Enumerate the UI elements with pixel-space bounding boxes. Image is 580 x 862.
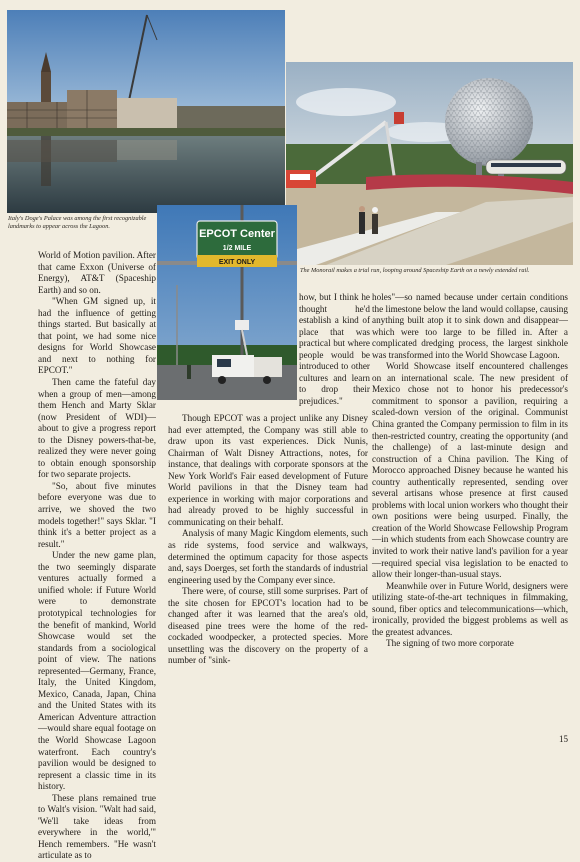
photo-monorail-spaceship-earth xyxy=(286,62,573,265)
col2-paragraph: Though EPCOT was a project unlike any Disney had ever attempted, the Company was still able to draw upon its vast experiences. Dick Nunis, Chairman of Walt Disney Attractions, notes, for instance, that dealings with corporate sponsors at the New York World's Fair eased development of Future World pavilions in that the Disney team had experience in working with major corporations and had already proved to be highly successful in communicating on their behalf. xyxy=(168,413,368,527)
col3-paragraph: World Showcase itself encountered challenges on an international scale. The new president of Mexico chose not to honor his predecessor's commitment to sponsor a pavilion, requiring a scaled-down version of the original. Communist China granted the Company permission to film in its then-restricted country, creating the opportunity (and the challenge) of a last-minute design and construction of a China pavilion. The King of Morocco approached Disney because he wanted his country authentically represented, sending over several artisans whose presence at first caused problems with local union workers who thought their own positions were being usurped. Finally, the creation of the World Showcase Fellowship Program—in which students from each Showcase country are invited to work their native land's pavilion for a year—required special visa legislation to be enacted to allow their longer-than-usual stays. xyxy=(372,361,568,580)
sign-line-epcot-center: EPCOT Center xyxy=(199,228,275,240)
photo-doges-palace-construction xyxy=(7,10,285,213)
col1-paragraph: Under the new game plan, the two seemingly disparate ventures actually formed a unified whole: if Future World were to demonstrate prototypical technologies for the benefit of mankind, World Showcase would set the standards from a sociological point of view. The nations represented—Germany, France, Italy, the United Kingdom, Mexico, Canada, Japan, China and the United States with its American Adventure attraction—would share equal footage on the World Showcase Lagoon waterfront. Each country's pavilion would be designed to represent a classic time in its history. xyxy=(38,550,156,792)
col1-paragraph: "When GM signed up, it had the influence of getting things started. But basically at that point, we had some nice designs for World Showcase and next to nothing for EPCOT." xyxy=(38,296,156,376)
sign-line-exit-only: EXIT ONLY xyxy=(218,259,256,266)
caption-doges-palace: Italy's Doge's Palace was among the first recognizable landmarks to appear across the Lagoon. xyxy=(8,215,147,230)
photo-epcot-highway-sign xyxy=(157,205,297,400)
col1-paragraph: These plans remained true to Walt's vision. "Walt had said, 'We'll take ideas from everywhere in the world,'" Hench remembers. "He wasn't articulate as to xyxy=(38,792,156,861)
sign-line-distance: 1/2 MILE xyxy=(222,245,252,252)
col3-paragraph: The signing of two more corporate xyxy=(386,638,514,649)
col3-paragraph: holes"—so named because under certain conditions the limestone below the land would collapse, causing anything built atop it to sink down and disappear—which were too large to be filled in. After a complicated dredging process, the largest sinkhole was transformed into the World Showcase Lagoon. xyxy=(372,292,568,360)
caption-monorail: The Monorail makes a trial run, looping around Spaceship Earth on a newly extended rail. xyxy=(300,267,530,274)
col2-paragraph: There were, of course, still some surprises. Part of the site chosen for EPCOT's location had to be changed after it was learned that the area's old, diseased pine trees were the home of the red-cockaded woodpecker, a protected species. More unsettling was the discovery on the property of a number of "sink- xyxy=(168,586,368,666)
text-column-3 xyxy=(372,292,568,650)
text-column-2 xyxy=(168,413,368,667)
col1-paragraph: "So, about five minutes before everyone was due to arrive, we shoved the two models together!" says Sklar. "I think it's a better project as a result." xyxy=(38,480,156,549)
text-column-1 xyxy=(38,250,156,862)
col2-top-paragraph: how, but I think he thought he'd establish a kind of place that was practical but where people would be introduced to other cultures and learn to drop their prejudices." xyxy=(299,292,370,406)
col1-paragraph: Then came the fateful day when a group of men—among them Hench and Marty Sklar (now President of WDI)—about to give a progress report to the Disney powers-that-be, realized they were never going to obtain enough sponsorship for two separate projects. xyxy=(38,377,156,480)
col1-paragraph: World of Motion pavilion. After that came Exxon (Universe of Energy), AT&T (Spaceship Earth) and so on. xyxy=(38,250,156,295)
col3-paragraph: Meanwhile over in Future World, designers were utilizing state-of-the-art techniques in filmmaking, sound, fiber optics and telecommunications—which, ironically, provided the biggest problems as well as the greatest advances. xyxy=(372,580,568,637)
col2-paragraph: Analysis of many Magic Kingdom elements, such as ride systems, food service and walkways, determined the optimum capacity for those aspects and, says Doerges, set forth the standards of industrial engineering used by the Company ever since. xyxy=(168,528,368,585)
page-number: 15 xyxy=(559,734,568,744)
text-column-2-top xyxy=(299,292,370,407)
